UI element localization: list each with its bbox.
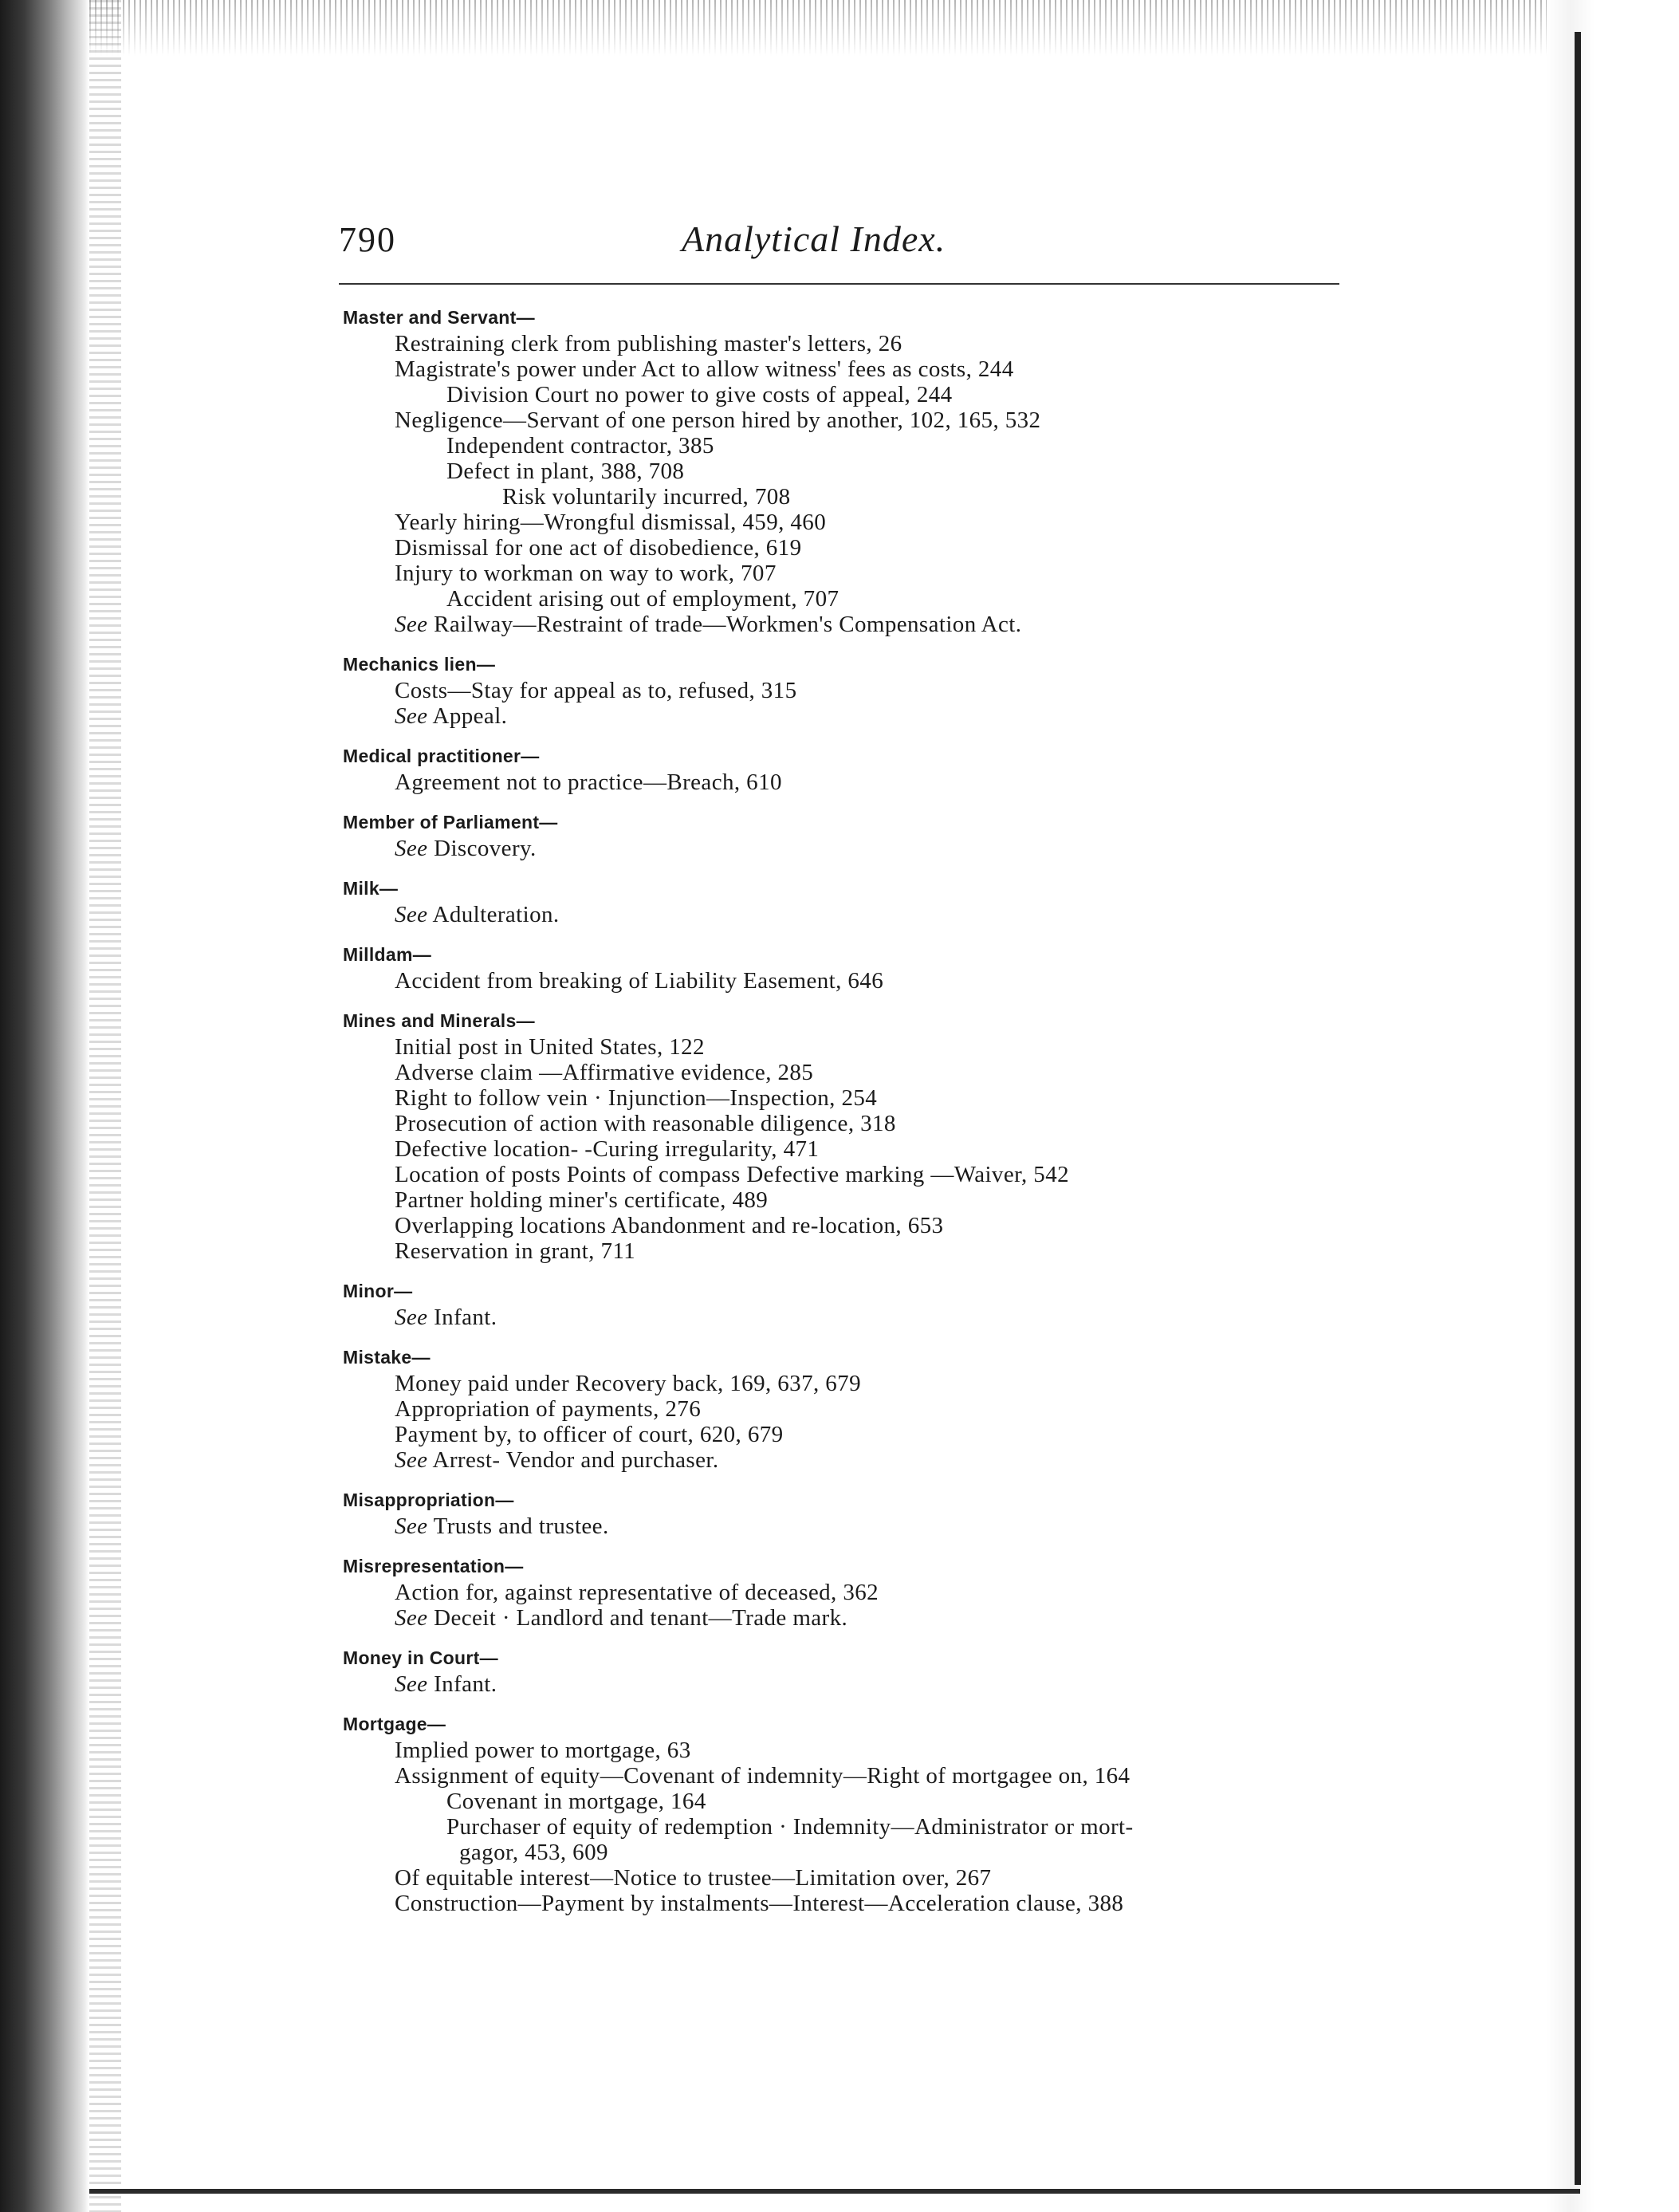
subentry-text: Yearly hiring—Wrongful dismissal, 459, 460 [395, 510, 827, 535]
index-subentry [343, 1738, 1403, 1763]
see-reference-label: See [395, 1671, 428, 1697]
header-rule [339, 283, 1339, 285]
index-subentry [343, 1763, 1403, 1789]
index-subentry [343, 1605, 1403, 1631]
index-entry [343, 876, 1403, 927]
index-subentry [343, 407, 1403, 433]
scan-right-edge [1575, 32, 1581, 2185]
subentry-text: Magistrate's power under Act to allow witness' fees as costs, 244 [395, 356, 1014, 382]
index-subentry [343, 331, 1403, 356]
see-reference-label: See [395, 1513, 428, 1539]
subentry-text: gagor, 453, 609 [459, 1840, 608, 1865]
index-subentry [343, 484, 1403, 510]
subentry-text: Purchaser of equity of redemption · Indemnity—Administrator or mort- [446, 1814, 1134, 1840]
index-subentry [343, 1814, 1403, 1840]
index-subentry [343, 1238, 1403, 1264]
index-subentry [343, 1396, 1403, 1422]
subentry-text: Dismissal for one act of disobedience, 619 [395, 535, 802, 561]
subentry-text: Overlapping locations Abandonment and re-location, 653 [395, 1213, 944, 1238]
subentry-text: Construction—Payment by instalments—Interest—Acceleration clause, 388 [395, 1891, 1124, 1916]
subentry-text: Prosecution of action with reasonable diligence, 318 [395, 1111, 896, 1136]
scan-binding-texture [89, 0, 121, 2212]
index-heading: Mines and Minerals— [343, 1010, 535, 1031]
index-heading: Mortgage— [343, 1714, 446, 1734]
subentry-text: Trusts and trustee. [433, 1513, 609, 1539]
subentry-text: Location of posts Points of compass Defective marking —Waiver, 542 [395, 1162, 1070, 1187]
index-heading: Medical practitioner— [343, 746, 540, 766]
subentry-text: Partner holding miner's certificate, 489 [395, 1187, 769, 1213]
index-entry [343, 1487, 1403, 1539]
subentry-text: Accident from breaking of Liability Easement, 646 [395, 968, 884, 994]
index-subentry [343, 703, 1403, 729]
index-heading: Member of Parliament— [343, 812, 558, 832]
index-entry [343, 1344, 1403, 1473]
index-heading: Misrepresentation— [343, 1556, 524, 1576]
subentry-text: Assignment of equity—Covenant of indemnity—Right of mortgagee on, 164 [395, 1763, 1130, 1789]
subentry-text: Initial post in United States, 122 [395, 1034, 705, 1060]
index-entry [343, 1645, 1403, 1697]
see-reference-label: See [395, 1447, 428, 1473]
subentry-text: Appeal. [432, 703, 508, 729]
subentry-text: Discovery. [434, 836, 537, 861]
subentry-text: Independent contractor, 385 [446, 433, 714, 459]
index-heading: Minor— [343, 1281, 413, 1301]
index-subentry [343, 459, 1403, 484]
subentry-text: Risk voluntarily incurred, 708 [502, 484, 791, 510]
subentry-text: Deceit · Landlord and tenant—Trade mark. [434, 1605, 848, 1631]
see-reference-label: See [395, 1305, 428, 1330]
page-header [339, 219, 1339, 267]
index-entry [343, 651, 1403, 729]
index-entry [343, 942, 1403, 994]
index-subentry [343, 1305, 1403, 1330]
index-subentry [343, 1513, 1403, 1539]
index-subentry [343, 612, 1403, 637]
index-subentry [343, 902, 1403, 927]
index-subentry [343, 1162, 1403, 1187]
subentry-text: Defect in plant, 388, 708 [446, 459, 685, 484]
subentry-text: Accident arising out of employment, 707 [446, 586, 840, 612]
index-subentry [343, 1447, 1403, 1473]
index-heading: Mistake— [343, 1347, 431, 1368]
subentry-text: Of equitable interest—Notice to trustee—Limitation over, 267 [395, 1865, 992, 1891]
index-heading: Milk— [343, 878, 399, 899]
subentry-text: Adverse claim —Affirmative evidence, 285 [395, 1060, 814, 1085]
index-subentry [343, 510, 1403, 535]
index-subentry [343, 1865, 1403, 1891]
index-subentry [343, 561, 1403, 586]
index-subentry [343, 1060, 1403, 1085]
see-reference-label: See [395, 703, 428, 729]
index-entry [343, 1711, 1403, 1916]
index-subentry [343, 1671, 1403, 1697]
index-subentry [343, 1111, 1403, 1136]
subentry-text: Adulteration. [432, 902, 560, 927]
subentry-text: Railway—Restraint of trade—Workmen's Compensation Act. [434, 612, 1022, 637]
index-entry [343, 743, 1403, 795]
index-subentry [343, 586, 1403, 612]
index-subentry [343, 382, 1403, 407]
index-subentry [343, 1422, 1403, 1447]
page-number: 790 [339, 220, 396, 259]
index-subentry [343, 1085, 1403, 1111]
index-subentry [343, 1136, 1403, 1162]
subentry-text: Costs—Stay for appeal as to, refused, 315 [395, 678, 797, 703]
index-heading: Mechanics lien— [343, 654, 496, 675]
see-reference-label: See [395, 612, 428, 637]
index-entry [343, 1553, 1403, 1631]
index-heading: Money in Court— [343, 1647, 498, 1668]
index-subentry [343, 1213, 1403, 1238]
index-subentry [343, 1580, 1403, 1605]
index-subentry [343, 535, 1403, 561]
see-reference-label: See [395, 902, 428, 927]
subentry-text: Reservation in grant, 711 [395, 1238, 636, 1264]
subentry-text: Injury to workman on way to work, 707 [395, 561, 777, 586]
index-subentry [343, 1371, 1403, 1396]
running-title: Analytical Index. [682, 218, 946, 259]
scan-bottom-edge [89, 2189, 1580, 2194]
index-entry [343, 809, 1403, 861]
subentry-text: Arrest- Vendor and purchaser. [432, 1447, 719, 1473]
see-reference-label: See [395, 1605, 428, 1631]
subentry-text: Appropriation of payments, 276 [395, 1396, 702, 1422]
subentry-text: Negligence—Servant of one person hired by another, 102, 165, 532 [395, 407, 1041, 433]
index-subentry [343, 1789, 1403, 1814]
index-subentry [343, 678, 1403, 703]
index-entry [343, 1008, 1403, 1264]
index-subentry [343, 769, 1403, 795]
scan-right-shade [1547, 0, 1679, 2212]
index-subentry [343, 1840, 1403, 1865]
index-heading: Master and Servant— [343, 307, 535, 328]
index-subentry [343, 356, 1403, 382]
subentry-text: Right to follow vein · Injunction—Inspection, 254 [395, 1085, 878, 1111]
subentry-text: Defective location- -Curing irregularity, 471 [395, 1136, 820, 1162]
index-subentry [343, 1034, 1403, 1060]
index-heading: Misappropriation— [343, 1490, 514, 1510]
subentry-text: Payment by, to officer of court, 620, 679 [395, 1422, 784, 1447]
subentry-text: Action for, against representative of deceased, 362 [395, 1580, 879, 1605]
subentry-text: Implied power to mortgage, 63 [395, 1738, 691, 1763]
index-entry [343, 305, 1403, 637]
subentry-text: Money paid under Recovery back, 169, 637, 679 [395, 1371, 861, 1396]
subentry-text: Division Court no power to give costs of appeal, 244 [446, 382, 953, 407]
index-subentry [343, 1187, 1403, 1213]
index-entry [343, 1278, 1403, 1330]
subentry-text: Agreement not to practice—Breach, 610 [395, 769, 782, 795]
index-subentry [343, 433, 1403, 459]
see-reference-label: See [395, 836, 428, 861]
scan-binding-shadow [0, 0, 89, 2212]
index-heading: Milldam— [343, 944, 432, 965]
index-subentry [343, 1891, 1403, 1916]
subentry-text: Infant. [434, 1671, 497, 1697]
subentry-text: Infant. [434, 1305, 497, 1330]
subentry-text: Restraining clerk from publishing master's letters, 26 [395, 331, 902, 356]
index-subentry [343, 836, 1403, 861]
subentry-text: Covenant in mortgage, 164 [446, 1789, 706, 1814]
scan-top-noise [89, 0, 1556, 56]
index-body [343, 305, 1403, 1931]
index-subentry [343, 968, 1403, 994]
